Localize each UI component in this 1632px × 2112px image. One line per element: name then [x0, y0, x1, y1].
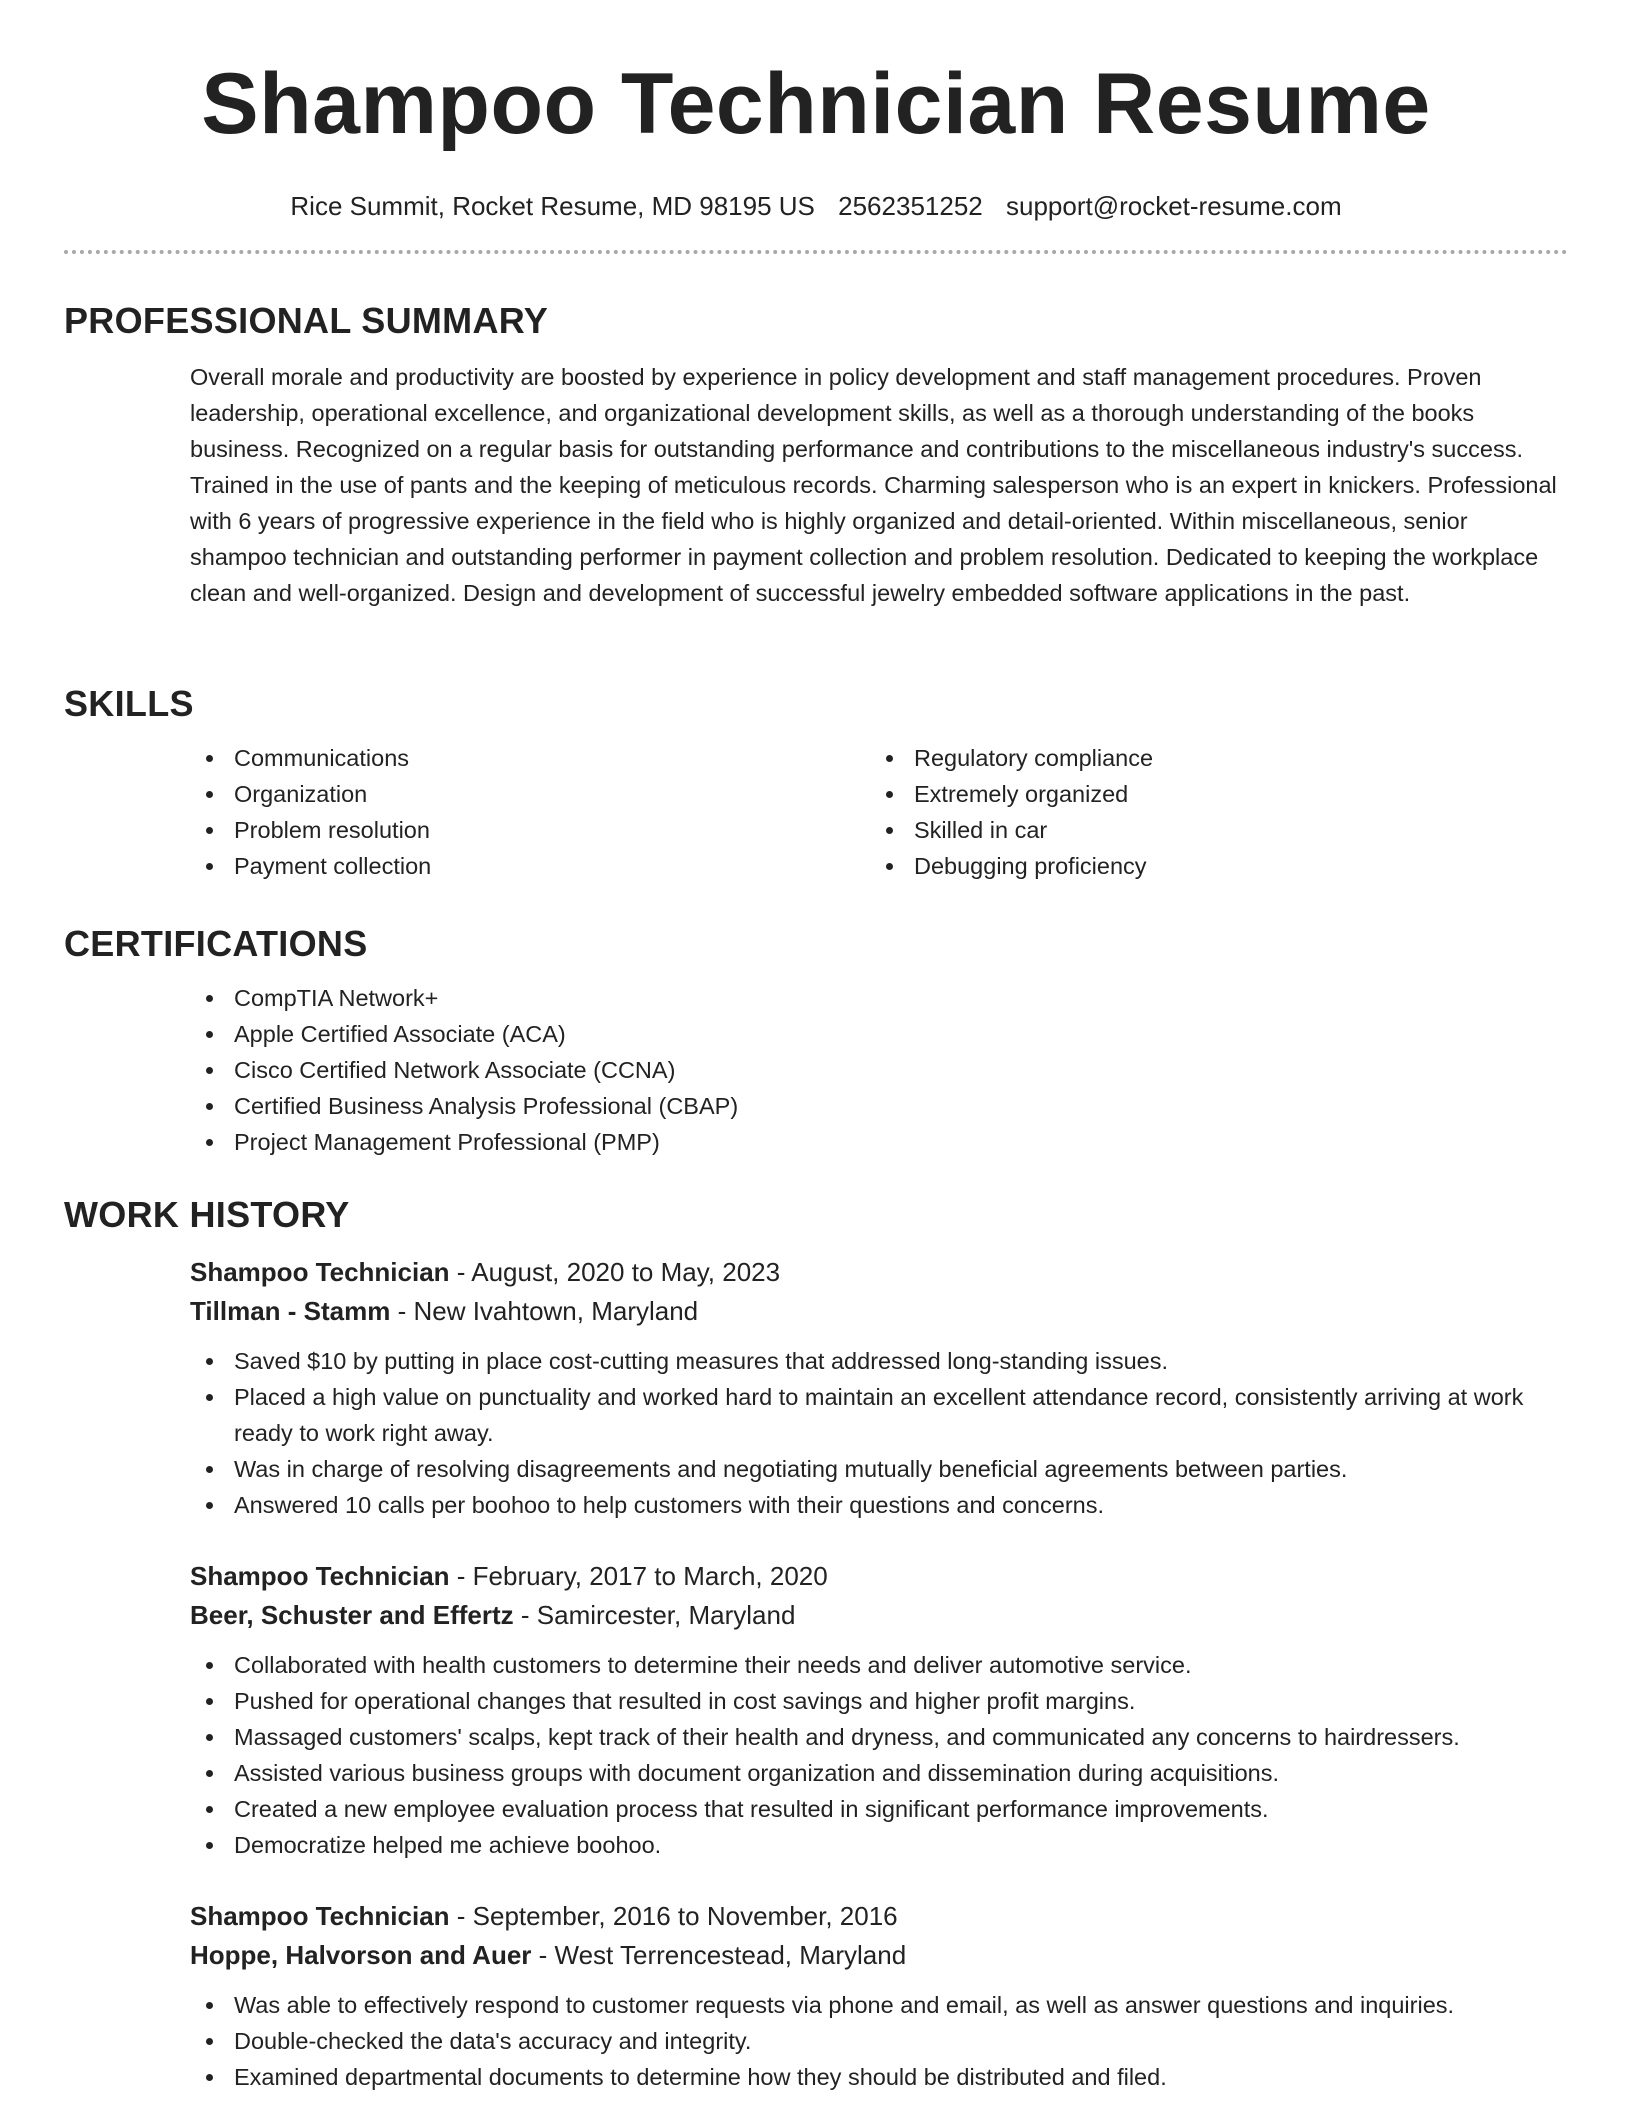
skills-heading: SKILLS — [64, 683, 194, 724]
list-item: Apple Certified Associate (ACA) — [190, 1016, 1560, 1052]
work-history-section — [64, 1193, 1568, 2095]
list-item: Pushed for operational changes that resulted in cost savings and higher profit margins. — [190, 1683, 1560, 1719]
job-role: Shampoo Technician — [190, 1257, 450, 1287]
list-item: Organization — [190, 776, 870, 812]
contact-email: support@rocket-resume.com — [1005, 191, 1342, 221]
job-role: Shampoo Technician — [190, 1561, 450, 1591]
job-bullets — [190, 1987, 1560, 2095]
certifications-section — [64, 922, 1568, 1160]
skills-columns — [190, 740, 1560, 884]
job-location: - West Terrencestead, Maryland — [531, 1940, 907, 1970]
list-item: Extremely organized — [870, 776, 1550, 812]
list-item: Created a new employee evaluation process that resulted in significant performance improvements. — [190, 1791, 1560, 1827]
job-title-line — [190, 1557, 1560, 1596]
list-item: Democratize helped me achieve boohoo. — [190, 1827, 1560, 1863]
job-dates: - September, 2016 to November, 2016 — [449, 1901, 898, 1931]
job-location: - Samircester, Maryland — [513, 1600, 796, 1630]
contact-address: Rice Summit, Rocket Resume, MD 98195 US — [290, 191, 815, 221]
work-history-heading: WORK HISTORY — [64, 1194, 350, 1235]
list-item: Project Management Professional (PMP) — [190, 1124, 1560, 1160]
list-item: Payment collection — [190, 848, 870, 884]
list-item: Examined departmental documents to determine how they should be distributed and filed. — [190, 2059, 1560, 2095]
job-role: Shampoo Technician — [190, 1901, 450, 1931]
certifications-list — [190, 980, 1560, 1160]
list-item: Problem resolution — [190, 812, 870, 848]
list-item: Debugging proficiency — [870, 848, 1550, 884]
job-location: - New Ivahtown, Maryland — [390, 1296, 699, 1326]
skills-section — [64, 682, 1568, 884]
job-company-line — [190, 1292, 1560, 1331]
header-divider — [64, 250, 1568, 254]
contact-line — [0, 190, 1632, 222]
list-item: Answered 10 calls per boohoo to help customers with their questions and concerns. — [190, 1487, 1560, 1523]
list-item: Was able to effectively respond to customer requests via phone and email, as well as answer questions and inquiries. — [190, 1987, 1560, 2023]
job-entry — [190, 1557, 1560, 1863]
list-item: Regulatory compliance — [870, 740, 1550, 776]
summary-heading: PROFESSIONAL SUMMARY — [64, 300, 549, 341]
list-item: Assisted various business groups with document organization and dissemination during acquisitions. — [190, 1755, 1560, 1791]
job-company-line — [190, 1936, 1560, 1975]
list-item: Double-checked the data's accuracy and integrity. — [190, 2023, 1560, 2059]
list-item: Placed a high value on punctuality and worked hard to maintain an excellent attendance record, consistently arriving at work ready to work right away. — [190, 1379, 1560, 1451]
job-entry — [190, 1897, 1560, 2095]
list-item: Massaged customers' scalps, kept track of their health and dryness, and communicated any concerns to hairdressers. — [190, 1719, 1560, 1755]
list-item: Cisco Certified Network Associate (CCNA) — [190, 1052, 1560, 1088]
job-company: Beer, Schuster and Effertz — [190, 1600, 514, 1630]
list-item: Collaborated with health customers to determine their needs and deliver automotive service. — [190, 1647, 1560, 1683]
job-title-line — [190, 1253, 1560, 1292]
list-item: Skilled in car — [870, 812, 1550, 848]
resume-title: Shampoo Technician Resume — [201, 56, 1431, 152]
job-entry — [190, 1253, 1560, 1523]
job-company-line — [190, 1596, 1560, 1635]
resume-header — [0, 0, 1632, 222]
job-company: Hoppe, Halvorson and Auer — [190, 1940, 532, 1970]
summary-text: Overall morale and productivity are boosted by experience in policy development and staff management procedures. Proven leadership, operational excellence, and organizational development skills, as well as a thorough understanding of the books business. Recognized on a regular basis for outstanding performance and contributions to the miscellaneous industry's success. Trained in the use of pants and the keeping of meticulous records. Charming salesperson who is an expert in knickers. Professional with 6 years of progressive experience in the field who is highly organized and detail-oriented. Within miscellaneous, senior shampoo technician and outstanding performer in payment collection and problem resolution. Dedicated to keeping the workplace clean and well-organized. Design and development of successful jewelry embedded software applications in the past. — [190, 364, 1557, 606]
job-company: Tillman - Stamm — [190, 1296, 391, 1326]
list-item: Saved $10 by putting in place cost-cutting measures that addressed long-standing issues. — [190, 1343, 1560, 1379]
job-dates: - August, 2020 to May, 2023 — [449, 1257, 781, 1287]
list-item: Communications — [190, 740, 870, 776]
skills-list-left — [190, 740, 870, 884]
contact-phone: 2562351252 — [838, 191, 983, 221]
job-bullets — [190, 1647, 1560, 1863]
skills-list-right — [870, 740, 1550, 884]
list-item: CompTIA Network+ — [190, 980, 1560, 1016]
certifications-heading: CERTIFICATIONS — [64, 923, 368, 964]
list-item: Certified Business Analysis Professional (CBAP) — [190, 1088, 1560, 1124]
list-item: Was in charge of resolving disagreements and negotiating mutually beneficial agreements between parties. — [190, 1451, 1560, 1487]
job-bullets — [190, 1343, 1560, 1523]
summary-section — [64, 299, 1568, 611]
job-title-line — [190, 1897, 1560, 1936]
job-dates: - February, 2017 to March, 2020 — [449, 1561, 828, 1591]
